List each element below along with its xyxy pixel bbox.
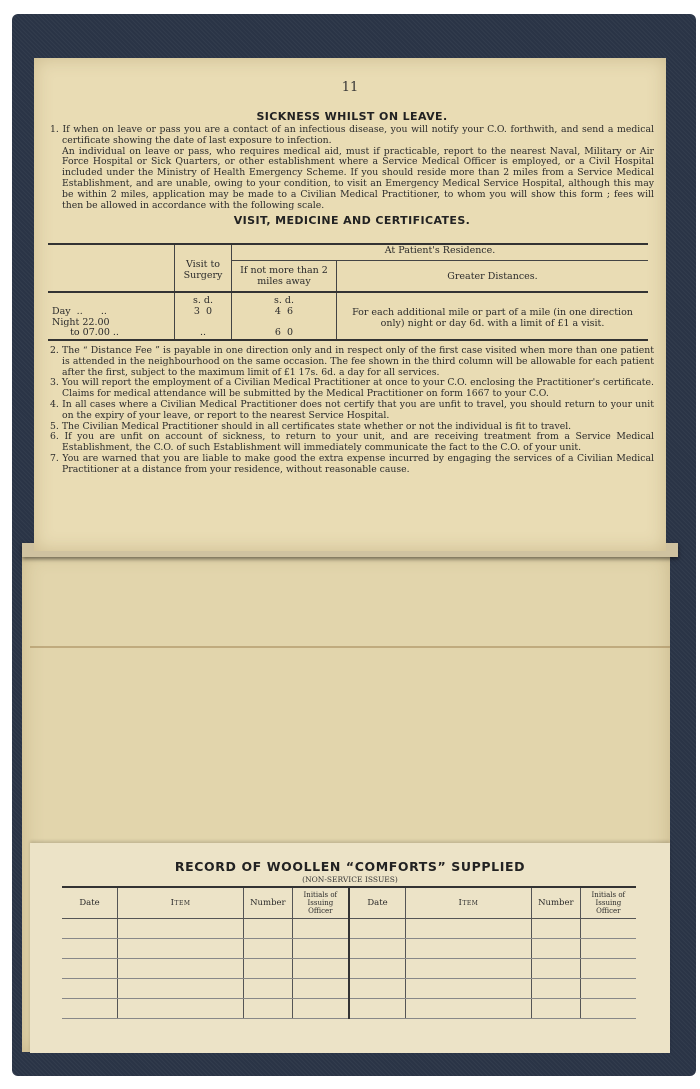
visit-table-title: VISIT, MEDICINE AND CERTIFICATES. xyxy=(233,214,471,228)
surgery-units: s. d. xyxy=(192,295,214,306)
note-2: 2. The “ Distance Fee ” is payable in one direction only and in respect only of the first case visited when more than one patient is attended in the neighbourhood on the same occasion. The fee shown in the third column will be allowable for each patient after the first, subject to the maximum limit of £1 17s. 6d. a day for all services. xyxy=(50,345,654,378)
note-3: 3. You will report the employment of a Civilian Medical Practitioner at once to your C.O. enclosing the Practitioner's certificate. Claims for medical attendance will be submitted by the Medical Practitioner on form 1667 to your C.O. xyxy=(50,377,654,400)
sickness-para-1: 1. If when on leave or pass you are a contact of an infectious disease, you will notify your C.O. forthwith, and send a medical certificate showing the date of last exposure to infection. xyxy=(50,124,654,146)
comforts-col-number-1: Number xyxy=(244,887,293,919)
comforts-col-initials-1: Initials of Issuing Officer xyxy=(292,887,349,919)
col-near-header: If not more than 2 miles away xyxy=(232,261,337,293)
comforts-row xyxy=(62,979,636,999)
col-surgery-header: Visit to Surgery xyxy=(175,244,232,292)
surgery-values xyxy=(175,292,232,340)
note-5: 5. The Civilian Medical Practitioner should in all certificates state whether or not the individual is fit to travel. xyxy=(50,420,572,432)
surgery-fee: 3 0 .. xyxy=(193,305,213,338)
comforts-table xyxy=(62,886,636,1019)
comforts-row xyxy=(62,939,636,959)
sickness-title: SICKNESS WHILST ON LEAVE. xyxy=(256,110,448,123)
note-4: 4. In all cases where a Civilian Medical Practitioner does not certify that you are unfit to travel, you should return to your unit on the expiry of your leave, or report to the nearest Service Hospital. xyxy=(50,398,654,421)
comforts-subtitle: (NON-SERVICE ISSUES) xyxy=(302,875,398,884)
col-far-header: Greater Distances. xyxy=(337,261,649,293)
visit-row-labels: Day .. .. Night 22.00 to 07.00 .. xyxy=(48,292,175,340)
row-label-header xyxy=(48,244,175,292)
comforts-col-initials-2: Initials of Issuing Officer xyxy=(580,887,636,919)
pocket-fold-line xyxy=(30,646,670,648)
comforts-col-item-2: Item xyxy=(406,887,532,919)
comforts-col-date-1: Date xyxy=(62,887,118,919)
comforts-row xyxy=(62,919,636,939)
far-values: For each additional mile or part of a mile (in one direction only) night or day 6d. with a limit of £1 a visit. xyxy=(337,292,649,340)
comforts-col-date-2: Date xyxy=(349,887,406,919)
near-units: s. d. xyxy=(273,295,295,306)
near-fee: 4 6 6 0 xyxy=(274,305,294,338)
note-6: 6. If you are unfit on account of sickness, to return to your unit, and are receiving treatment from a Service Medical Establishment, the C.O. of such Establishment will immediately communicate the fact to the C.O. of your unit. xyxy=(50,431,654,454)
near-values xyxy=(232,292,337,340)
page-number: 11 xyxy=(341,80,359,95)
comforts-col-number-2: Number xyxy=(531,887,580,919)
sickness-para-1b: An individual on leave or pass, who requires medical aid, must if practicable, report to the nearest Naval, Military or Air Force Hospital or Sick Quarters, or other establishment where a Service Medical Officer is employed, or a Civil Hospital included under the Ministry of Health Emergency Scheme. If you should reside more than 2 miles from a Service Medical Establishment, and are unable, owing to your condition, to visit an Emergency Medical Service Hospital, although this may be within 2 miles, application may be made to a Civilian Medical Practitioner, to whom you will show this form ; fees will then be allowed in accordance with the following scale. xyxy=(62,145,654,211)
comforts-row xyxy=(62,959,636,979)
comforts-col-item-1: Item xyxy=(118,887,244,919)
note-7: 7. You are warned that you are liable to make good the extra expense incurred by engaging the services of a Civilian Medical Practitioner at a distance from your residence, without reasonable cause. xyxy=(50,452,654,475)
comforts-title: RECORD OF WOOLLEN “COMFORTS” SUPPLIED xyxy=(174,859,526,874)
notes-section xyxy=(50,346,654,476)
col-residence-header: At Patient's Residence. xyxy=(232,244,649,261)
sickness-section xyxy=(50,110,654,227)
comforts-row xyxy=(62,999,636,1019)
visit-fee-table xyxy=(48,243,648,341)
